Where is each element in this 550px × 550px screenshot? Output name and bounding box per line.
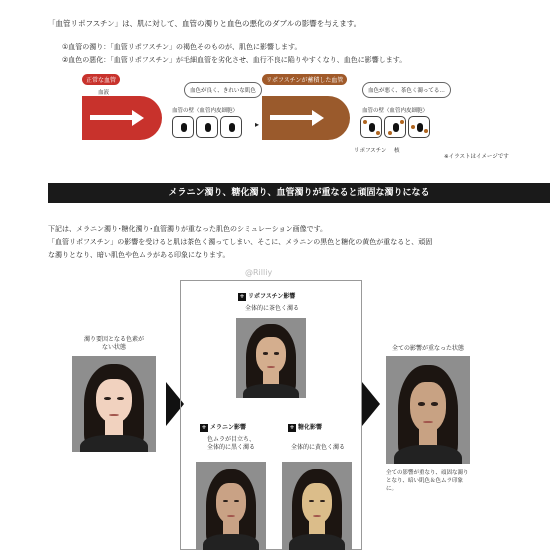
arrow-right-icon xyxy=(362,382,380,426)
body-line-2: 「血管リポフスチン」の影響を受けると肌は茶色く濁ってしまい、そこに、メラニンの黒色と糖化の黄色が重なると、頑固 xyxy=(48,238,433,246)
normal-vessel xyxy=(82,96,162,140)
right-description: 全ての影響が重なり、頑固な濁りとなり、暗い肌色＆色ムラ印象に。 xyxy=(386,470,469,492)
affected-vessel xyxy=(262,96,350,140)
arrow-right-icon: ▸ xyxy=(255,120,260,129)
flow-arrow-shaft xyxy=(270,115,312,120)
cell-lipo xyxy=(384,116,406,138)
cell xyxy=(172,116,194,138)
left-caption: 濁り要因となる色素が ない状態 xyxy=(83,336,144,352)
blood-label: 血液 xyxy=(98,90,110,96)
affected-badge: リポフスチンが蓄積した血管 xyxy=(262,74,347,85)
cell-lipo xyxy=(408,116,430,138)
affected-bubble: 血色が悪く、茶色く濁ってる… xyxy=(362,82,451,98)
wall-label-2: 血管の壁（血管内皮細胞） xyxy=(362,108,429,114)
face-all-effects xyxy=(386,356,470,464)
melanin-label-box: + メラニン影響 xyxy=(201,424,247,431)
nucleus-label: 核 xyxy=(394,148,400,154)
flow-arrow-icon xyxy=(312,110,324,126)
face-lipofuscin xyxy=(236,318,306,398)
illustration-note: ※イラストはイメージです xyxy=(444,154,509,160)
plus-icon: + xyxy=(239,293,245,300)
wall-label: 血管の壁（血管内皮細胞） xyxy=(172,108,239,114)
lipo-label: リポフスチン xyxy=(354,148,387,154)
melanin-caption: 色ムラが目立ち、 全体的に黒く濁る xyxy=(206,436,255,452)
intro-text: 「血管リポフスチン」は、肌に対して、血管の濁りと血色の悪化のダブルの影響を与えます。 xyxy=(48,19,362,28)
body-line-1: 下記は、メラニン濁り･糖化濁り･血管濁りが重なった肌色のシミュレーション画像です。 xyxy=(48,225,328,233)
normal-vessel-diagram xyxy=(80,74,256,154)
face-melanin xyxy=(196,462,266,550)
flow-arrow-icon xyxy=(132,110,144,126)
lipo-caption: 全体的に茶色く濁る xyxy=(244,305,299,312)
glycation-label-box: + 糖化影響 xyxy=(289,424,323,431)
cell xyxy=(196,116,218,138)
face-glycation xyxy=(282,462,352,550)
plus-icon: + xyxy=(289,424,295,431)
normal-badge: 正常な血管 xyxy=(82,74,120,85)
affected-vessel-diagram xyxy=(262,74,452,164)
normal-bubble: 血色が良く、きれいな肌色 xyxy=(184,82,262,98)
face-no-pigment xyxy=(72,356,156,452)
glycation-caption: 全体的に黄色く濁る xyxy=(290,444,345,451)
flow-arrow-shaft xyxy=(90,115,132,120)
lipo-label-box: + リポフスチン影響 xyxy=(239,293,296,300)
right-caption: 全ての影響が重なった状態 xyxy=(391,345,464,352)
section-banner: メラニン濁り、糖化濁り、血管濁りが重なると頑固な濁りになる xyxy=(48,183,550,203)
watermark: @Rilliy xyxy=(245,268,273,277)
cell xyxy=(220,116,242,138)
point-2: ②血色の悪化：「血管リポフスチン」が毛細血管を劣化させ、血行不良に陥りやすくなり、血色に影響します。 xyxy=(62,56,407,64)
point-1: ①血管の濁り：「血管リポフスチン」の褐色そのものが、肌色に影響します。 xyxy=(62,43,302,51)
cell-lipo xyxy=(360,116,382,138)
plus-icon: + xyxy=(201,424,207,431)
body-line-3: な濁りとなり、暗い肌色や色ムラがある印象になります。 xyxy=(48,251,230,259)
